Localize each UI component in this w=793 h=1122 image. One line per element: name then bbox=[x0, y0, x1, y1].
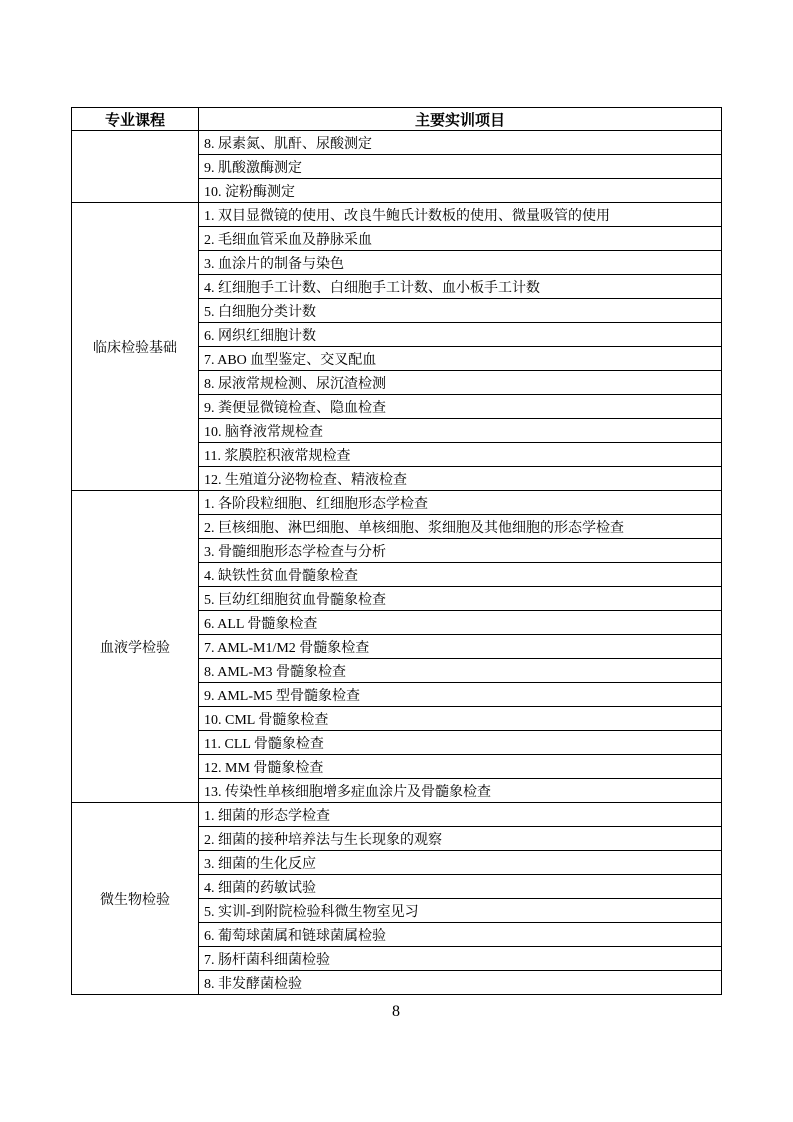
project-cell: 8. 尿素氮、肌酐、尿酸测定 bbox=[199, 131, 722, 155]
project-cell: 3. 细菌的生化反应 bbox=[199, 851, 722, 875]
table-row bbox=[72, 131, 722, 155]
course-cell bbox=[72, 131, 199, 203]
project-cell: 5. 巨幼红细胞贫血骨髓象检查 bbox=[199, 587, 722, 611]
project-cell: 9. 粪便显微镜检查、隐血检查 bbox=[199, 395, 722, 419]
page-number: 8 bbox=[392, 1003, 400, 1020]
project-cell: 8. AML-M3 骨髓象检查 bbox=[199, 659, 722, 683]
project-cell: 4. 细菌的药敏试验 bbox=[199, 875, 722, 899]
project-cell: 3. 骨髓细胞形态学检查与分析 bbox=[199, 539, 722, 563]
project-cell: 8. 尿液常规检测、尿沉渣检测 bbox=[199, 371, 722, 395]
column-header-projects: 主要实训项目 bbox=[199, 108, 722, 131]
project-cell: 9. 肌酸激酶测定 bbox=[199, 155, 722, 179]
project-cell: 6. 网织红细胞计数 bbox=[199, 323, 722, 347]
project-cell: 12. 生殖道分泌物检查、精液检查 bbox=[199, 467, 722, 491]
project-cell: 3. 血涂片的制备与染色 bbox=[199, 251, 722, 275]
project-cell: 2. 毛细血管采血及静脉采血 bbox=[199, 227, 722, 251]
project-cell: 9. AML-M5 型骨髓象检查 bbox=[199, 683, 722, 707]
project-cell: 1. 双目显微镜的使用、改良牛鲍氏计数板的使用、微量吸管的使用 bbox=[199, 203, 722, 227]
project-cell: 11. 浆膜腔积液常规检查 bbox=[199, 443, 722, 467]
training-projects-table bbox=[71, 107, 722, 995]
course-cell: 微生物检验 bbox=[72, 803, 199, 995]
project-cell: 6. 葡萄球菌属和链球菌属检验 bbox=[199, 923, 722, 947]
course-cell: 临床检验基础 bbox=[72, 203, 199, 491]
column-header-course: 专业课程 bbox=[72, 108, 199, 131]
project-cell: 2. 细菌的接种培养法与生长现象的观察 bbox=[199, 827, 722, 851]
project-cell: 1. 各阶段粒细胞、红细胞形态学检查 bbox=[199, 491, 722, 515]
table-body bbox=[72, 131, 722, 995]
course-cell: 血液学检验 bbox=[72, 491, 199, 803]
table-row bbox=[72, 491, 722, 515]
project-cell: 7. 肠杆菌科细菌检验 bbox=[199, 947, 722, 971]
project-cell: 10. CML 骨髓象检查 bbox=[199, 707, 722, 731]
project-cell: 5. 实训-到附院检验科微生物室见习 bbox=[199, 899, 722, 923]
project-cell: 8. 非发酵菌检验 bbox=[199, 971, 722, 995]
project-cell: 4. 红细胞手工计数、白细胞手工计数、血小板手工计数 bbox=[199, 275, 722, 299]
table-header-row bbox=[72, 108, 722, 131]
project-cell: 10. 淀粉酶测定 bbox=[199, 179, 722, 203]
table-row bbox=[72, 803, 722, 827]
project-cell: 6. ALL 骨髓象检查 bbox=[199, 611, 722, 635]
project-cell: 7. ABO 血型鉴定、交叉配血 bbox=[199, 347, 722, 371]
project-cell: 11. CLL 骨髓象检查 bbox=[199, 731, 722, 755]
table-row bbox=[72, 203, 722, 227]
project-cell: 7. AML-M1/M2 骨髓象检查 bbox=[199, 635, 722, 659]
project-cell: 2. 巨核细胞、淋巴细胞、单核细胞、浆细胞及其他细胞的形态学检查 bbox=[199, 515, 722, 539]
project-cell: 12. MM 骨髓象检查 bbox=[199, 755, 722, 779]
project-cell: 4. 缺铁性贫血骨髓象检查 bbox=[199, 563, 722, 587]
project-cell: 13. 传染性单核细胞增多症血涂片及骨髓象检查 bbox=[199, 779, 722, 803]
project-cell: 1. 细菌的形态学检查 bbox=[199, 803, 722, 827]
project-cell: 5. 白细胞分类计数 bbox=[199, 299, 722, 323]
project-cell: 10. 脑脊液常规检查 bbox=[199, 419, 722, 443]
